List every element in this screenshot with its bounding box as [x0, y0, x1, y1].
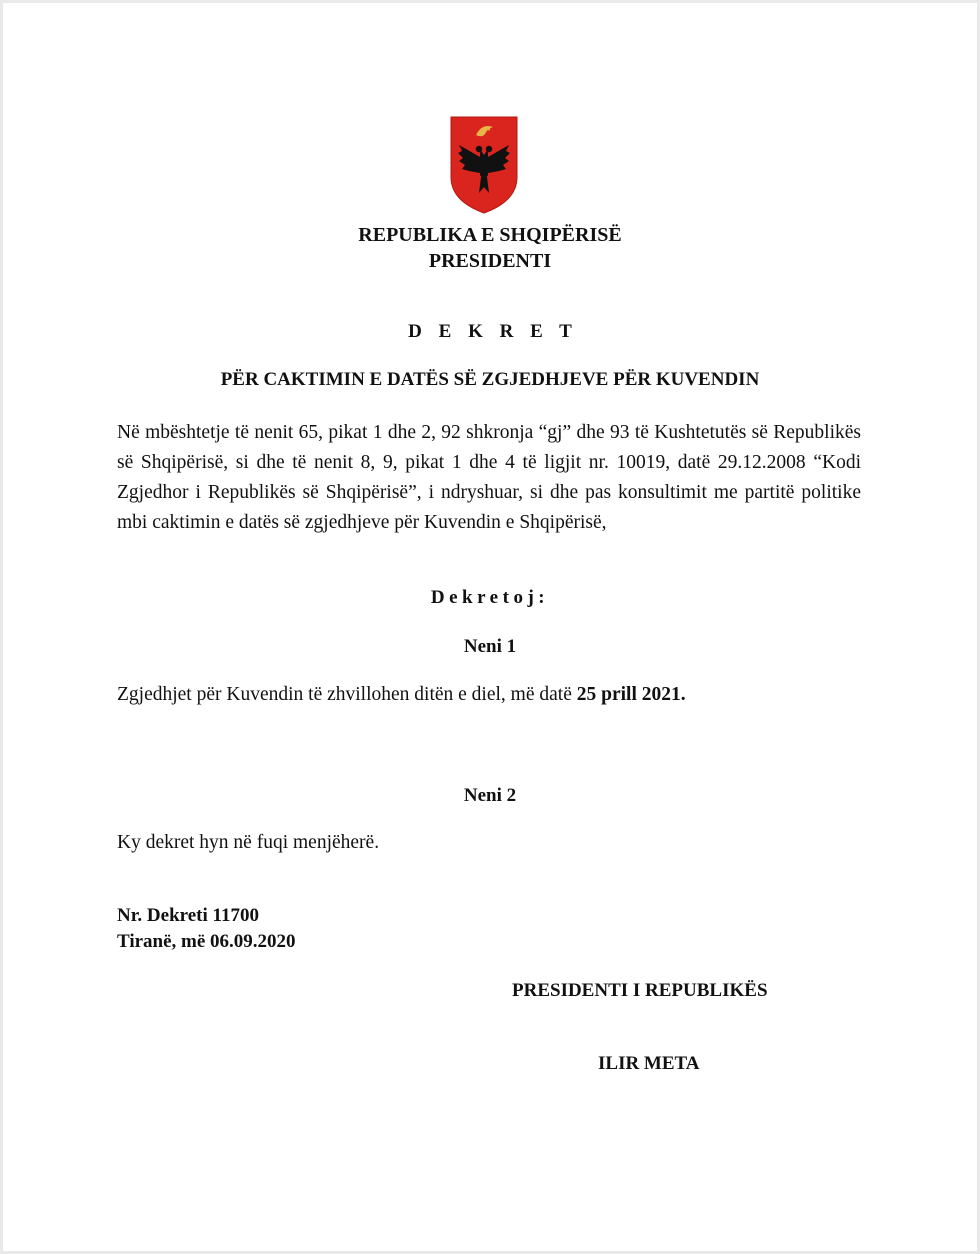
decree-subject: PËR CAKTIMIN E DATËS SË ZGJEDHJEVE PËR KUVENDIN: [220, 369, 760, 390]
decree-word: Dekretoj:: [430, 587, 550, 608]
article-1-text: Zgjedhjet për Kuvendin të zhvillohen ditën e diel, më datë 25 prill 2021.: [117, 684, 686, 705]
decree-number: Nr. Dekreti 11700: [117, 905, 259, 926]
article-2-text: Ky dekret hyn në fuqi menjëherë.: [117, 832, 380, 853]
signatory-name: ILIR META: [598, 1053, 700, 1074]
office-heading: PRESIDENTI: [428, 250, 552, 272]
preamble-paragraph: Në mbështetje të nenit 65, pikat 1 dhe 2, 92 shkronja “gj” dhe 93 të Kushtetutës së Republikës së Shqipërisë, si dhe të nenit 8, 9, pikat 1 dhe 4 të ligjit nr. 10019, datë 29.12.2008 “Kodi Zgjedhor i Republikës së Shqipërisë”, i ndryshuar, si dhe pas konsultimit me partitë politike mbi caktimin e datës së zgjedhjeve për Kuvendin e Shqipërisë,: [117, 422, 861, 533]
signatory-title: PRESIDENTI I REPUBLIKËS: [512, 980, 768, 1001]
albanian-coat-of-arms-icon: [449, 115, 519, 215]
place-date: Tiranë, më 06.09.2020: [117, 931, 296, 952]
country-heading: REPUBLIKA E SHQIPËRISË: [358, 224, 622, 246]
document-type-title: D E K R E T: [408, 321, 578, 342]
election-date: 25 prill 2021.: [576, 684, 686, 705]
article-1-title: Neni 1: [463, 636, 517, 657]
article-2-title: Neni 2: [463, 785, 517, 806]
